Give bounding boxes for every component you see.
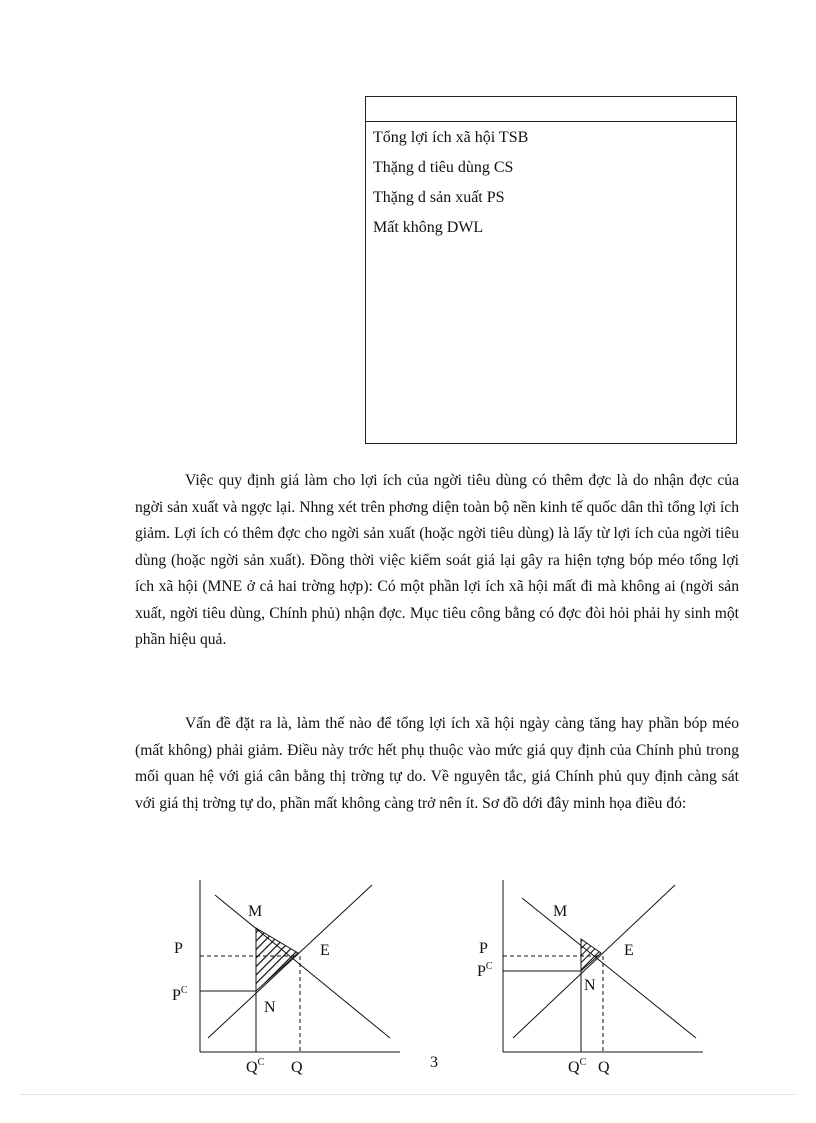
paragraph-2: Vấn đề đặt ra là, làm thế nào để tổng lợi ích xã hội ngày càng tăng hay phần bóp méo (mất không) phải giảm. Điều này trớc hết phụ thuộc vào mức giá quy định của Chính phủ trong mối quan hệ với giá cân bằng thị trờng tự do. Về nguyên tắc, giá Chính phủ quy định càng sát với giá thị trờng tự do, phần mất không càng trở nên ít. Sơ đồ dới đây minh họa điều đó: [135, 715, 739, 812]
row-deadweight-loss: Mất không DWL [373, 219, 484, 236]
diagram-left [160, 875, 420, 1080]
supply-line [208, 885, 372, 1038]
diagram-right [470, 875, 720, 1080]
label-e: E [320, 942, 330, 959]
label-pc: $P^C$ [477, 961, 493, 980]
label-e: E [624, 942, 634, 959]
footer-divider [20, 1094, 796, 1095]
row-total-benefit: Tổng lợi ích xã hội TSB [373, 129, 529, 146]
deadweight-loss-area [581, 939, 601, 971]
demand-line [522, 898, 696, 1038]
label-p: P [479, 940, 488, 957]
demand-line [215, 895, 390, 1038]
label-q: Q [598, 1059, 610, 1076]
label-m: M [553, 903, 568, 920]
row-consumer-surplus: Thặng d tiêu dùng CS [373, 159, 514, 176]
label-pc: $P^C$ [172, 985, 188, 1004]
label-n: N [264, 999, 276, 1016]
table-header-row [366, 97, 736, 122]
label-n: N [584, 977, 596, 994]
legend-table [365, 96, 737, 444]
page-number: 3 [430, 1054, 438, 1071]
label-m: M [248, 903, 263, 920]
row-producer-surplus: Thặng d sản xuất PS [373, 189, 505, 206]
supply-line [513, 885, 675, 1038]
label-q: Q [291, 1059, 303, 1076]
paragraph-1: Việc quy định giá làm cho lợi ích của ngời tiêu dùng có thêm đợc là do nhận đợc của ngời sản xuất và ngợc lại. Nhng xét trên phơng diện toàn bộ nền kinh tế quốc dân thì tổng lợi ích giảm. Lợi ích có thêm đợc cho ngời sản xuất (hoặc ngời tiêu dùng) là lấy từ lợi ích của ngời tiêu dùng (hoặc ngời sản xuất). Đồng thời việc kiểm soát giá lại gây ra hiện tợng bóp méo tổng lợi ích xã hội (MNE ở cả hai trờng hợp): Có một phần lợi ích xã hội mất đi mà không ai (ngời sản xuất, ngời tiêu dùng, Chính phủ) nhận đợc. Mục tiêu công bằng có đợc đòi hỏi phải hy sinh một phần hiệu quả. [135, 472, 739, 648]
label-p: P [174, 940, 183, 957]
label-qc: $Q^C$ [246, 1057, 265, 1076]
label-qc: $Q^C$ [568, 1057, 587, 1076]
